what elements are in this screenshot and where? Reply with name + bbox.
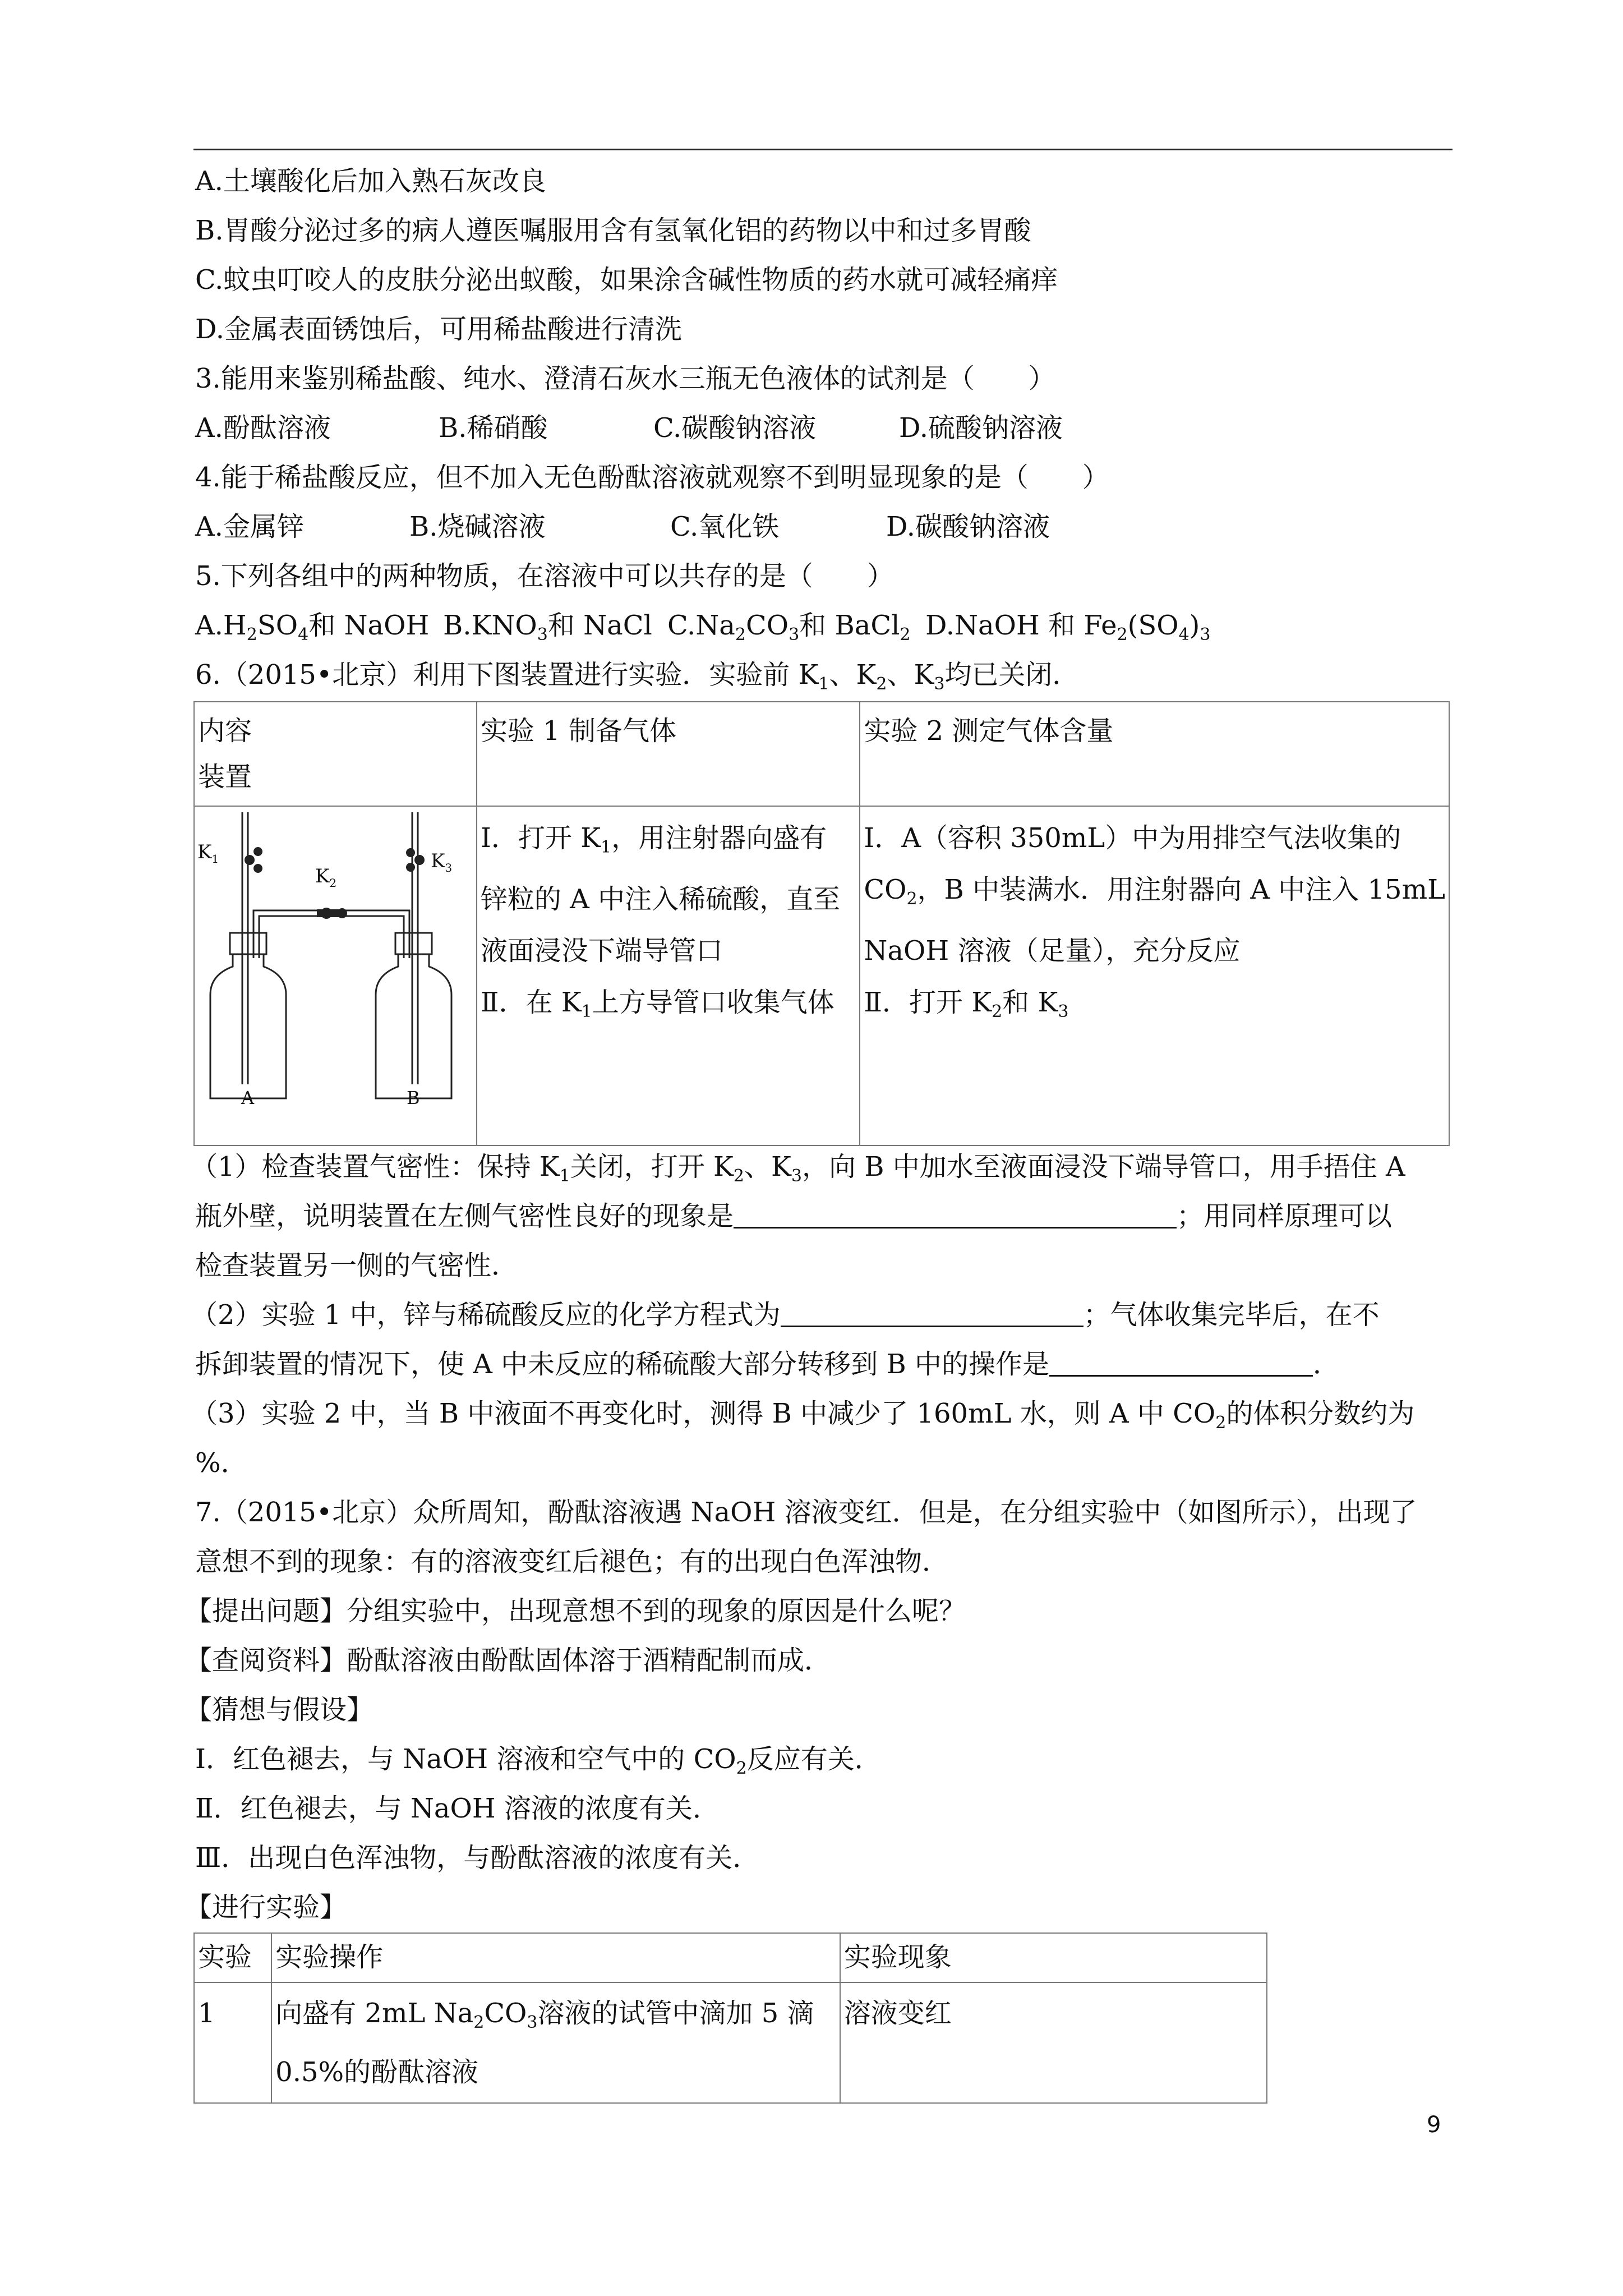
q7-row1-phenomenon: 溶液变红 [840, 1982, 1267, 2103]
q7-hypothesis-3: Ⅲ．出现白色浑浊物，与酚酞溶液的浓度有关． [195, 1842, 760, 1874]
q6-header-exp1: 实验 1 制备气体 [477, 702, 860, 806]
q3-option-c: C.碳酸钠溶液 [653, 412, 817, 444]
q5-option-a: $A.H_2SO_4$和 NaOH [195, 610, 430, 645]
k2-label: $K_2$ [315, 865, 337, 890]
q5-option-d: D.NaOH 和 $Fe_2(SO_4)_3$ [925, 610, 1211, 645]
q3-option-b: B.稀硝酸 [439, 412, 548, 444]
k1-label: $K_1$ [197, 841, 219, 866]
bottle-a-label: A [241, 1087, 255, 1104]
q7-experiment-heading: 【进行实验】 [185, 1892, 347, 1923]
q6-header-exp2: 实验 2 测定气体含量 [860, 702, 1449, 806]
bottle-b-label: B [407, 1087, 420, 1104]
page-number: 9 [1427, 2112, 1441, 2138]
q6-part1-line3: 检查装置另一侧的气密性． [195, 1250, 519, 1281]
q7-reference-heading: 【查阅资料】酚酞溶液由酚酞固体溶于酒精配制而成． [185, 1645, 832, 1676]
q7-line1: 7.（2015•北京）众所周知，酚酞溶液遇 NaOH 溶液变红．但是，在分组实验中（如图所示），出现了 [195, 1497, 1417, 1528]
header-rule [193, 149, 1453, 150]
q6-part2-line2: 拆卸装置的情况下，使 A 中未反应的稀硫酸大部分转移到 B 中的操作是 ． [195, 1349, 1340, 1380]
q7-header-phenomenon: 实验现象 [840, 1933, 1267, 1982]
q6-exp1-procedure: Ⅰ．打开 $K_1$，用注射器向盛有 锌粒的 A 中注入稀硫酸，直至 液面浸没下端导管口 Ⅱ．在 $K_1$上方导管口收集气体 [477, 806, 860, 1145]
q5-option-c: $C.Na_2CO_3$和 BaCl$_2$ [667, 610, 911, 645]
q6-part3-line2: %． [195, 1447, 248, 1479]
q7-question-heading: 【提出问题】分组实验中，出现意想不到的现象的原因是什么呢？ [185, 1595, 966, 1627]
q4-option-b: B.烧碱溶液 [409, 511, 546, 542]
q7-row1-operation: 向盛有 2mL $Na_2CO_3$溶液的试管中滴加 5 滴 0.5%的酚酞溶液 [271, 1982, 840, 2103]
answer-blank-2[interactable] [781, 1301, 1083, 1327]
q4-stem: 4.能于稀盐酸反应，但不加入无色酚酞溶液就观察不到明显现象的是（ ） [195, 462, 1109, 493]
q3-stem: 3.能用来鉴别稀盐酸、纯水、澄清石灰水三瓶无色液体的试剂是（ ） [195, 363, 1055, 394]
q7-row1-number: 1 [194, 1982, 271, 2103]
k3-label: $K_3$ [431, 850, 453, 875]
q6-exp2-procedure: Ⅰ．A（容积 350mL）中为用排空气法收集的 $CO_2$，B 中装满水．用注射器向 A 中注入 15mL NaOH 溶液（足量），充分反应 Ⅱ．打开 $K_2$和 $K_3$ [860, 806, 1449, 1145]
gas-apparatus-diagram [196, 801, 494, 1104]
q3-option-a: A.酚酞溶液 [195, 412, 331, 444]
q4-option-d: D.碳酸钠溶液 [886, 511, 1050, 542]
q3-option-d: D.硫酸钠溶液 [899, 412, 1063, 444]
q6-part3-line1: （3）实验 2 中，当 B 中液面不再变化时，测得 B 中减少了 160mL 水，则 A 中 $CO_2$的体积分数约为 [191, 1398, 1415, 1433]
answer-blank-3[interactable] [1049, 1350, 1313, 1377]
q2-option-b: B.胃酸分泌过多的病人遵医嘱服用含有氢氧化铝的药物以中和过多胃酸 [195, 215, 1031, 246]
q6-part1-line1: （1）检查装置气密性：保持 $K_1$关闭，打开 $K_2$、$K_3$，向 B 中加水至液面浸没下端导管口，用手捂住 A [191, 1151, 1405, 1186]
q5-stem: 5.下列各组中的两种物质，在溶液中可以共存的是（ ） [195, 560, 894, 592]
q2-option-d: D.金属表面锈蚀后，可用稀盐酸进行清洗 [195, 314, 683, 345]
q7-hypothesis-2: Ⅱ．红色褪去，与 NaOH 溶液的浓度有关． [195, 1793, 720, 1824]
q7-hypothesis-1: Ⅰ．红色褪去，与 NaOH 溶液和空气中的 $CO_2$反应有关． [195, 1743, 882, 1778]
q6-part1-line2: 瓶外壁，说明装置在左侧气密性良好的现象是 ；用同样原理可以 [195, 1200, 1393, 1232]
q7-header-exp: 实验 [194, 1933, 271, 1982]
bottle-b [376, 953, 451, 1098]
q7-header-operation: 实验操作 [271, 1933, 840, 1982]
q7-table [193, 1932, 1267, 2104]
q4-option-c: C.氧化铁 [670, 511, 780, 542]
q5-option-b: $B.KNO_3$和 NaCl [443, 610, 652, 645]
q6-stem: 6.（2015•北京）利用下图装置进行实验．实验前 $K_1$、$K_2$、$K_3$均已关闭． [195, 659, 1080, 694]
q4-option-a: A.金属锌 [195, 511, 304, 542]
q2-option-a: A.土壤酸化后加入熟石灰改良 [195, 165, 546, 197]
q7-hypothesis-heading: 【猜想与假设】 [185, 1694, 374, 1726]
q2-option-c: C.蚊虫叮咬人的皮肤分泌出蚁酸，如果涂含碱性物质的药水就可减轻痛痒 [195, 264, 1058, 296]
q6-part2-line1: （2）实验 1 中，锌与稀硫酸反应的化学方程式为 ；气体收集完毕后，在不 [191, 1299, 1380, 1331]
q6-header-content: 内容 装置 [194, 702, 477, 806]
q7-line2: 意想不到的现象：有的溶液变红后褪色；有的出现白色浑浊物． [195, 1546, 949, 1577]
answer-blank-1[interactable] [734, 1202, 1177, 1228]
